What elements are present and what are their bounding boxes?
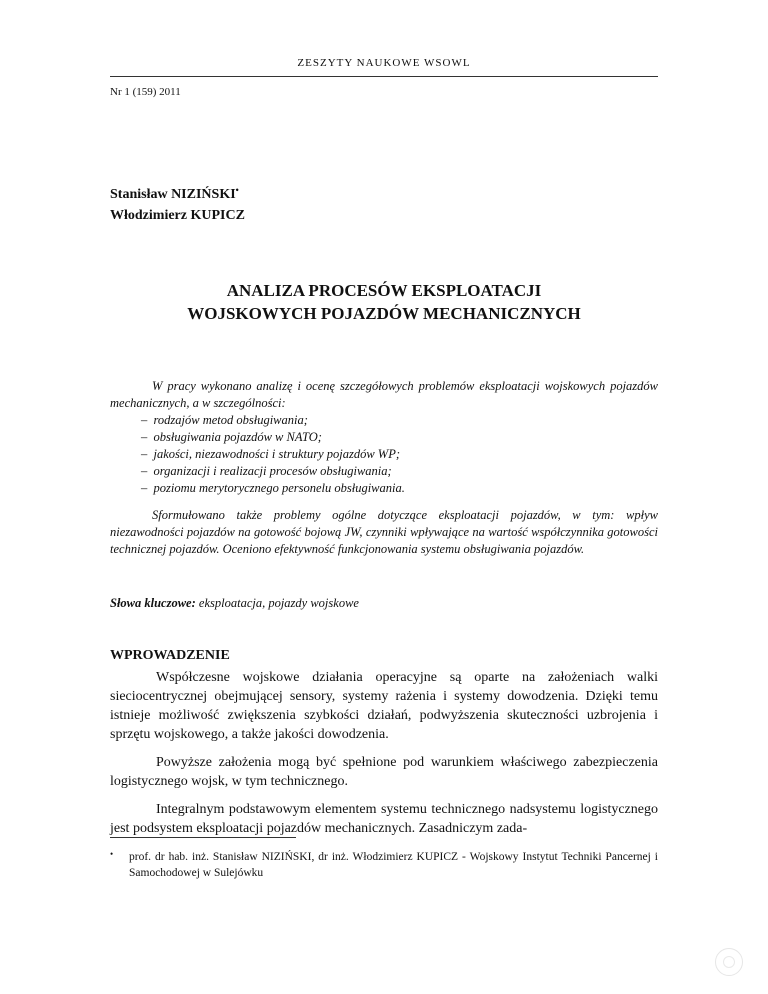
author-footnote-mark: •	[235, 185, 239, 195]
keywords	[110, 596, 359, 611]
keywords-value: eksploatacja, pojazdy wojskowe	[198, 596, 359, 610]
keywords-label: Słowa kluczowe:	[110, 596, 196, 610]
author-first-name: Stanisław NIZIŃSKI	[110, 187, 236, 202]
abstract-list-item: – poziomu merytorycznego personelu obsługiwania.	[141, 480, 658, 497]
abstract-list-item: – rodzajów metod obsługiwania;	[141, 412, 658, 429]
section-body	[110, 668, 658, 847]
footnote-rule	[110, 837, 296, 838]
author-list	[110, 180, 245, 226]
abstract-list-item: – obsługiwania pojazdów w NATO;	[141, 429, 658, 446]
paper-title	[0, 279, 768, 325]
title-line-1: ANALIZA PROCESÓW EKSPLOATACJI	[226, 281, 542, 300]
section-heading: WPROWADZENIE	[110, 648, 230, 663]
footnote	[110, 849, 658, 881]
watermark-stamp-icon	[715, 948, 743, 976]
footnote-text: prof. dr hab. inż. Stanisław NIZIŃSKI, dr inż. Włodzimierz KUPICZ - Wojskowy Instytut Techniki Pancernej i Samochodowej w Sulejówku	[129, 851, 658, 879]
abstract	[110, 378, 658, 558]
journal-title: ZESZYTY NAUKOWE WSOWL	[297, 57, 471, 69]
body-paragraph: Współczesne wojskowe działania operacyjne są oparte na założeniach walki sieciocentrycznej obejmującej sensory, systemy rażenia i systemy dowodzenia. Dzięki temu istnieje możliwość zwiększenia szybkości działań, podwyższenia skuteczności uzbrojenia i sprzętu wojskowego, a także jakości dowodzenia.	[110, 670, 658, 742]
abstract-list-item: – organizacji i realizacji procesów obsługiwania;	[141, 463, 658, 480]
abstract-second-paragraph: Sformułowano także problemy ogólne dotyczące eksploatacji pojazdów, w tym: wpływ niezawodności pojazdów na gotowość bojową JW, czynniki wpływające na wartość współczynnika gotowości technicznej pojazdów. Oceniono efektywność funkcjonowania systemu obsługiwania pojazdów.	[110, 508, 658, 556]
issue-number: Nr 1 (159) 2011	[110, 86, 181, 98]
title-line-2: WOJSKOWYCH POJAZDÓW MECHANICZNYCH	[187, 304, 581, 323]
body-paragraph: Integralnym podstawowym elementem systemu technicznego nadsystemu logistycznego jest podsystem eksploatacji pojazdów mechanicznych. Zasadniczym zada-	[110, 802, 658, 836]
footnote-mark: •	[110, 849, 114, 859]
abstract-list-item: – jakości, niezawodności i struktury pojazdów WP;	[141, 446, 658, 463]
abstract-intro: W pracy wykonano analizę i ocenę szczegółowych problemów eksploatacji wojskowych pojazdów mechanicznych, a w szczególności:	[110, 379, 658, 410]
header-rule	[110, 76, 658, 77]
abstract-list	[110, 412, 658, 497]
body-paragraph: Powyższe założenia mogą być spełnione pod warunkiem właściwego zabezpieczenia logistycznego wojsk, w tym technicznego.	[110, 755, 658, 789]
author-first	[110, 180, 245, 205]
author-second: Włodzimierz KUPICZ	[110, 208, 245, 223]
